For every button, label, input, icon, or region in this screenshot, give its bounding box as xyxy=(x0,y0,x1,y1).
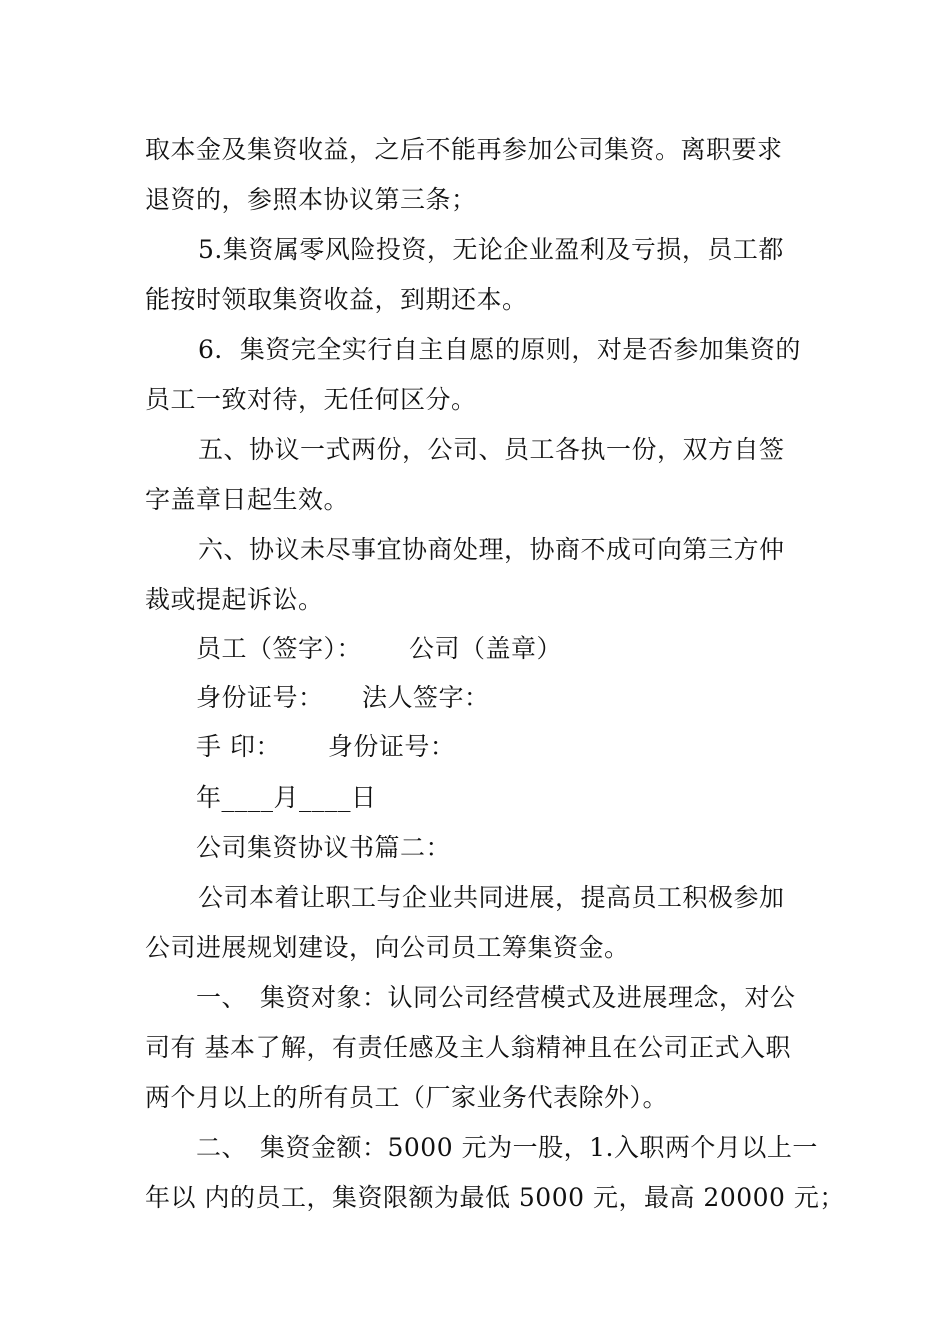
signature-line-id: 身份证号： 法人签字： xyxy=(196,683,490,712)
body-line-6: 员工一致对待，无任何区分。 xyxy=(145,385,477,414)
body-line-8: 字盖章日起生效。 xyxy=(145,485,350,514)
body-line-3: 5.集资属零风险投资，无论企业盈利及亏损，员工都 xyxy=(198,235,784,264)
body-line-17: 公司进展规划建设，向公司员工筹集资金。 xyxy=(145,933,630,962)
body-line-4: 能按时领取集资收益，到期还本。 xyxy=(145,285,528,314)
date-line: 年____月____日 xyxy=(196,783,377,812)
body-line-9: 六、协议未尽事宜协商处理，协商不成可向第三方仲 xyxy=(198,535,785,564)
body-line-18: 一、 集资对象：认同公司经营模式及进展理念，对公 xyxy=(196,983,796,1012)
body-line-22: 年以 内的员工，集资限额为最低 5000 元，最高 20000 元； xyxy=(145,1183,845,1212)
body-line-10: 裁或提起诉讼。 xyxy=(145,585,324,614)
body-line-1: 取本金及集资收益，之后不能再参加公司集资。离职要求 xyxy=(145,135,783,164)
section-heading: 公司集资协议书篇二： xyxy=(196,833,452,862)
body-line-19: 司有 基本了解，有责任感及主人翁精神且在公司正式入职 xyxy=(145,1033,791,1062)
signature-line-employee: 员工（签字）： 公司（盖章） xyxy=(196,634,562,663)
body-line-21: 二、 集资金额：5000 元为一股，1.入职两个月以上一 xyxy=(196,1133,818,1162)
signature-line-fingerprint: 手 印： 身份证号： xyxy=(196,732,456,761)
body-line-2: 退资的，参照本协议第三条； xyxy=(145,185,477,214)
body-line-16: 公司本着让职工与企业共同进展，提高员工积极参加 xyxy=(198,883,785,912)
body-line-5: 6．集资完全实行自主自愿的原则，对是否参加集资的 xyxy=(198,335,801,364)
body-line-20: 两个月以上的所有员工（厂家业务代表除外）。 xyxy=(145,1083,669,1112)
body-line-7: 五、协议一式两份，公司、员工各执一份，双方自签 xyxy=(198,435,785,464)
